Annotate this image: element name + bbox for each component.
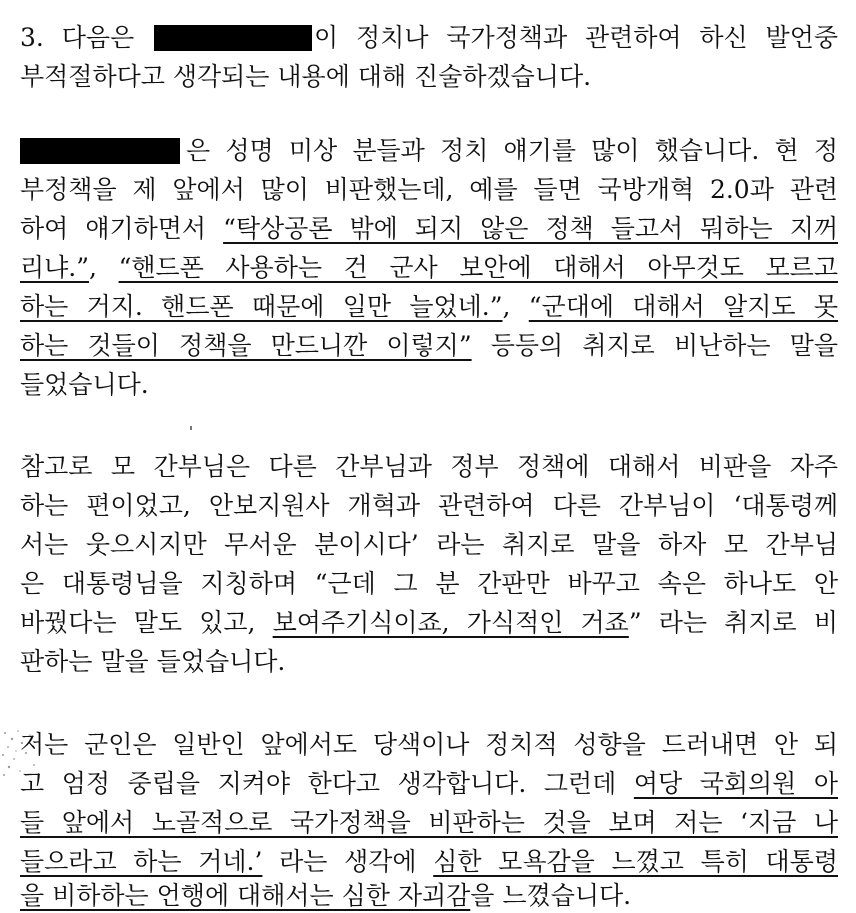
text: ” 라는 취지로 비: [628, 608, 838, 637]
p2-line-2: [20, 173, 838, 207]
text: 등등의 취지로 비난하는 말을: [471, 331, 838, 360]
underlined-quote: 여당 국회의원 아: [633, 769, 838, 798]
text: 부적절하다고 생각되는 내용에 대해 진술하겠습니다.: [20, 62, 592, 91]
p3-line-5: [20, 606, 838, 640]
underlined-quote: 심한 모욕감을 느꼈고 특히 대통령: [433, 847, 838, 876]
p4-line-1: [20, 728, 838, 762]
text: 고 엄정 중립을 지켜야 한다고 생각합니다. 그런데: [20, 769, 634, 798]
text: 은 성명 미상 분들과 정치 얘기를 많이 했습니다. 현 정: [186, 136, 838, 165]
p4-line-3: [20, 806, 838, 840]
redaction-box: [20, 138, 180, 164]
text: 3. 다음은: [20, 23, 135, 52]
scan-speck: [190, 426, 192, 430]
text: 들었습니다.: [20, 370, 149, 399]
underlined-quote: “탁상공론 밖에 되지 않은 정책 들고서 뭐하는 지꺼: [223, 214, 838, 243]
text: 을 느꼈습니다.: [470, 881, 632, 910]
underlined-quote: “핸드폰 사용하는 건 군사 보안에 대해서 아무것도 모르고: [118, 253, 838, 282]
redaction-box: [154, 25, 312, 51]
p2-line-3: [20, 212, 838, 246]
text: 은 대통령님을 지칭하며 “근데 그 분 간판만 바꾸고 속은 하나도 안: [20, 569, 838, 598]
p3-line-1: [20, 450, 838, 484]
text: 바꿨다는 말도 있고,: [20, 608, 273, 637]
p1-line-1: [20, 21, 838, 55]
p2-line-5: [20, 290, 838, 324]
p3-line-6: [20, 645, 838, 679]
text: 하여 얘기하면서: [20, 214, 224, 243]
underlined-quote: 하는 것들이 정책을 만드니깐 이렇지”: [20, 331, 472, 360]
p3-line-3: [20, 528, 838, 562]
underlined-quote: 을 비하하는 언행에 대해서는 심한 자괴감: [20, 881, 471, 910]
p2-line-1: [20, 134, 838, 168]
text: ,: [89, 253, 119, 282]
text: 이 정치나 국가정책과 관련하여 하신 발언중: [314, 23, 838, 52]
text: 서는 웃으시지만 무서운 분이시다’ 라는 취지로 말을 하자 모 간부님: [20, 530, 838, 559]
p2-line-7: [20, 368, 838, 402]
text: 하는 편이었고, 안보지원사 개혁과 관련하여 다른 간부님이 ‘대통령께: [20, 491, 838, 520]
text: 부정책을 제 앞에서 많이 비판했는데, 예를 들면 국방개혁 2.0과 관련: [20, 175, 838, 204]
underlined-quote: 리냐.”: [20, 253, 90, 282]
text: ,: [502, 292, 529, 321]
p4-line-2: [20, 767, 838, 801]
p2-line-6: [20, 329, 838, 363]
text: 저는 군인은 일반인 앞에서도 당색이나 정치적 성향을 드러내면 안 되: [20, 730, 838, 759]
p4-line-4: [20, 845, 838, 879]
underlined-quote: 보여주기식이죠, 가식적인 거죠: [272, 608, 629, 637]
text: 참고로 모 간부님은 다른 간부님과 정부 정책에 대해서 비판을 자주: [20, 452, 838, 481]
p1-line-2: [20, 60, 838, 94]
underlined-quote: “군대에 대해서 알지도 못: [528, 292, 838, 321]
p3-line-4: [20, 567, 838, 601]
text: 라는 생각에: [262, 847, 434, 876]
p4-line-5: [20, 879, 838, 913]
p3-line-2: [20, 489, 838, 523]
underlined-quote: 들 앞에서 노골적으로 국가정책을 비판하는 것을 보며 저는 ‘지금 나: [20, 808, 838, 837]
p2-line-4: [20, 251, 838, 285]
text: 판하는 말을 들었습니다.: [20, 647, 286, 676]
underlined-quote: 하는 거지. 핸드폰 때문에 일만 늘었네.”: [20, 292, 503, 321]
underlined-quote: 들으라고 하는 거네.’: [20, 847, 263, 876]
